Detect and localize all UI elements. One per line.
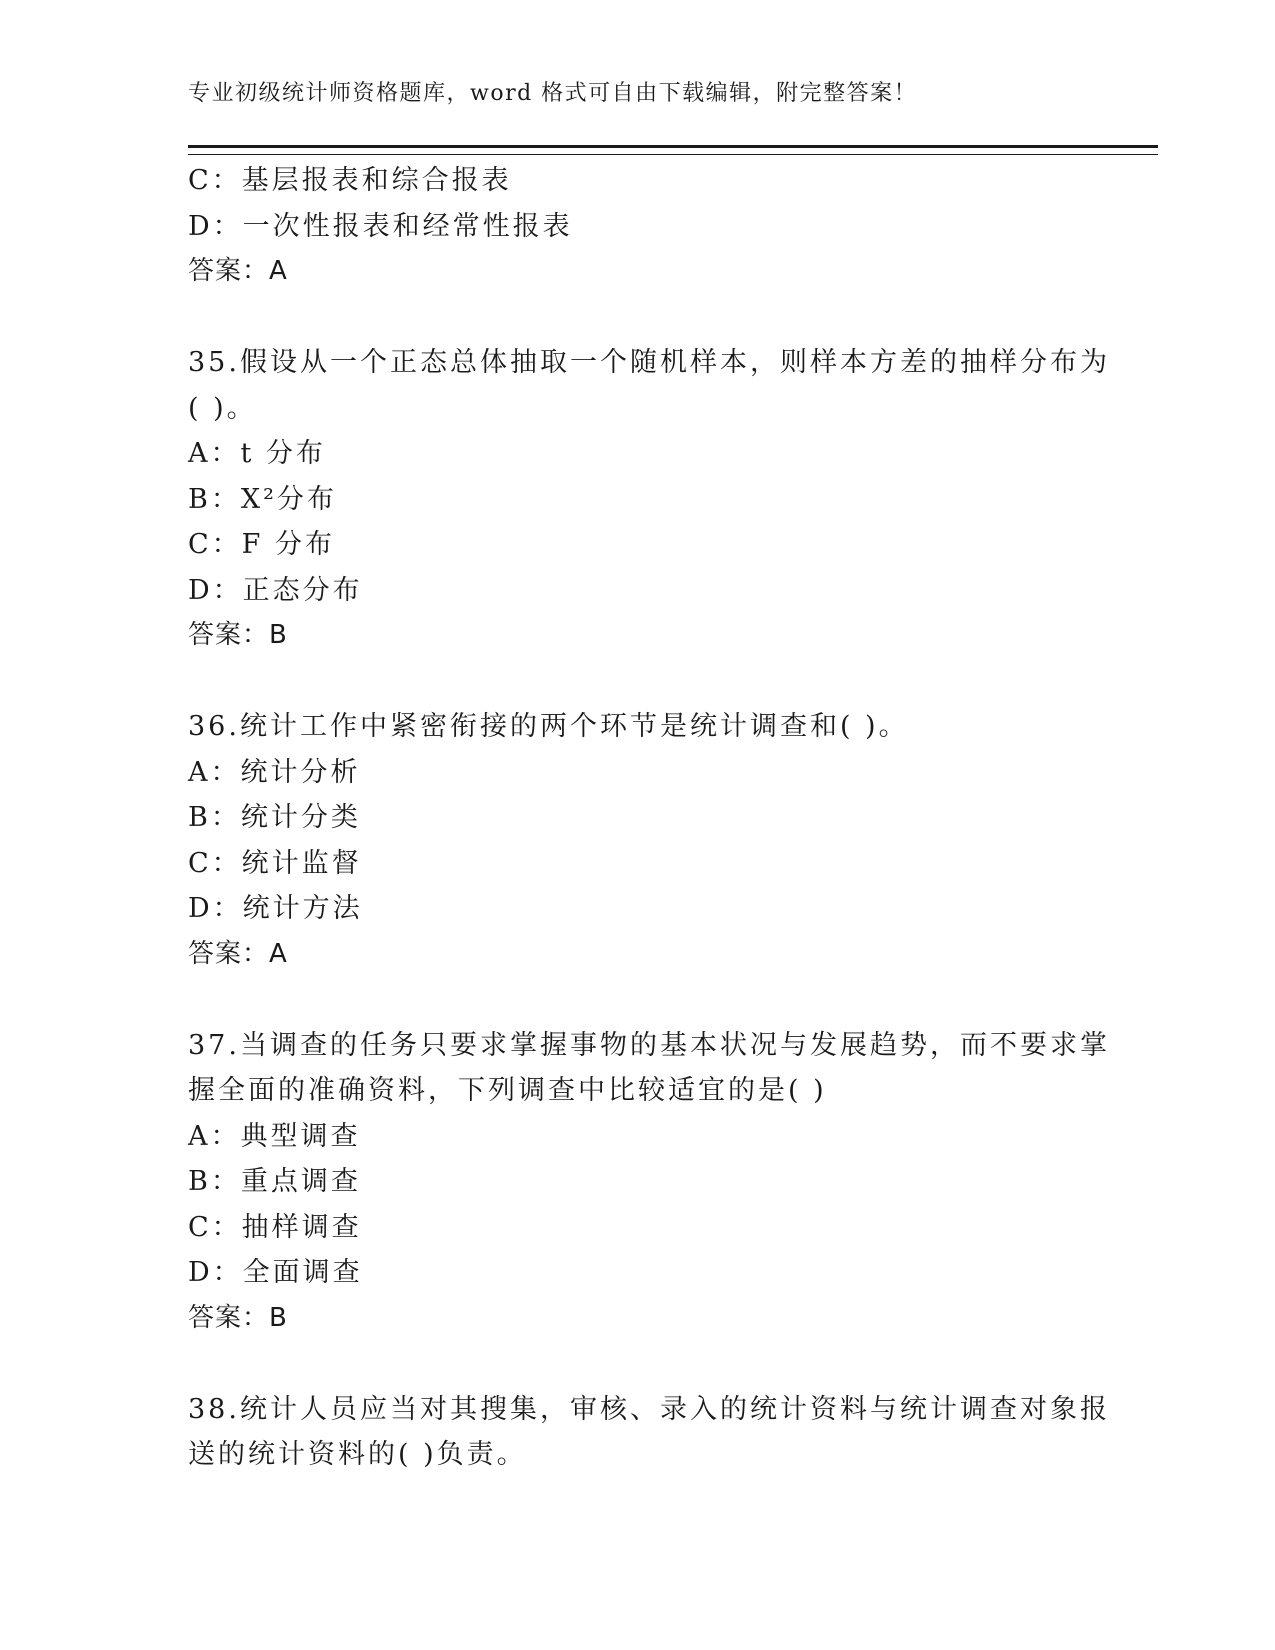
option-d: D：全面调查: [188, 1257, 363, 1288]
question-stem-line: 握全面的准确资料，下列调查中比较适宜的是( ): [188, 1075, 827, 1106]
spacer: [188, 977, 1088, 1023]
question-stem-line: 36.统计工作中紧密衔接的两个环节是统计调查和( )。: [188, 711, 909, 742]
option-b: B：统计分类: [188, 802, 361, 833]
question-36: [188, 704, 1088, 977]
option-d: D：一次性报表和经常性报表: [188, 210, 573, 242]
option-a: A：统计分析: [188, 756, 361, 788]
answer: 答案：A: [188, 256, 288, 286]
question-35: [188, 340, 1110, 659]
question-list: [188, 158, 1110, 1478]
spacer: [188, 1341, 1088, 1387]
option-b: B：重点调查: [188, 1166, 361, 1197]
option-b: B：X²分布: [188, 483, 337, 515]
question-stem-line: 37.当调查的任务只要求掌握事物的基本状况与发展趋势，而不要求掌: [188, 1029, 1110, 1061]
question-38: [188, 1387, 1110, 1478]
question-37: [188, 1023, 1110, 1342]
answer: 答案：A: [188, 938, 288, 969]
question-stem-line: 送的统计资料的( )负责。: [188, 1439, 527, 1470]
option-c: C：统计监督: [188, 847, 362, 879]
answer: 答案：B: [188, 620, 288, 650]
spacer: [188, 659, 1088, 705]
previous-question-tail: [188, 158, 1088, 295]
header-note: 专业初级统计师资格题库，word 格式可自由下载编辑，附完整答案！: [188, 81, 918, 106]
option-c: C：基层报表和综合报表: [188, 165, 512, 196]
spacer: [188, 295, 1088, 341]
option-a: A：t 分布: [188, 438, 326, 469]
option-d: D：统计方法: [188, 893, 363, 924]
question-stem-line: ( )。: [188, 392, 257, 424]
option-c: C：F 分布: [188, 529, 335, 560]
question-stem-line: 35.假设从一个正态总体抽取一个随机样本，则样本方差的抽样分布为: [188, 347, 1110, 378]
answer: 答案：B: [188, 1302, 288, 1333]
option-d: D：正态分布: [188, 574, 363, 606]
header-divider: [188, 145, 1158, 155]
option-c: C：抽样调查: [188, 1211, 362, 1243]
option-a: A：典型调查: [188, 1120, 361, 1152]
question-stem-line: 38.统计人员应当对其搜集，审核、录入的统计资料与统计调查对象报: [188, 1393, 1110, 1425]
